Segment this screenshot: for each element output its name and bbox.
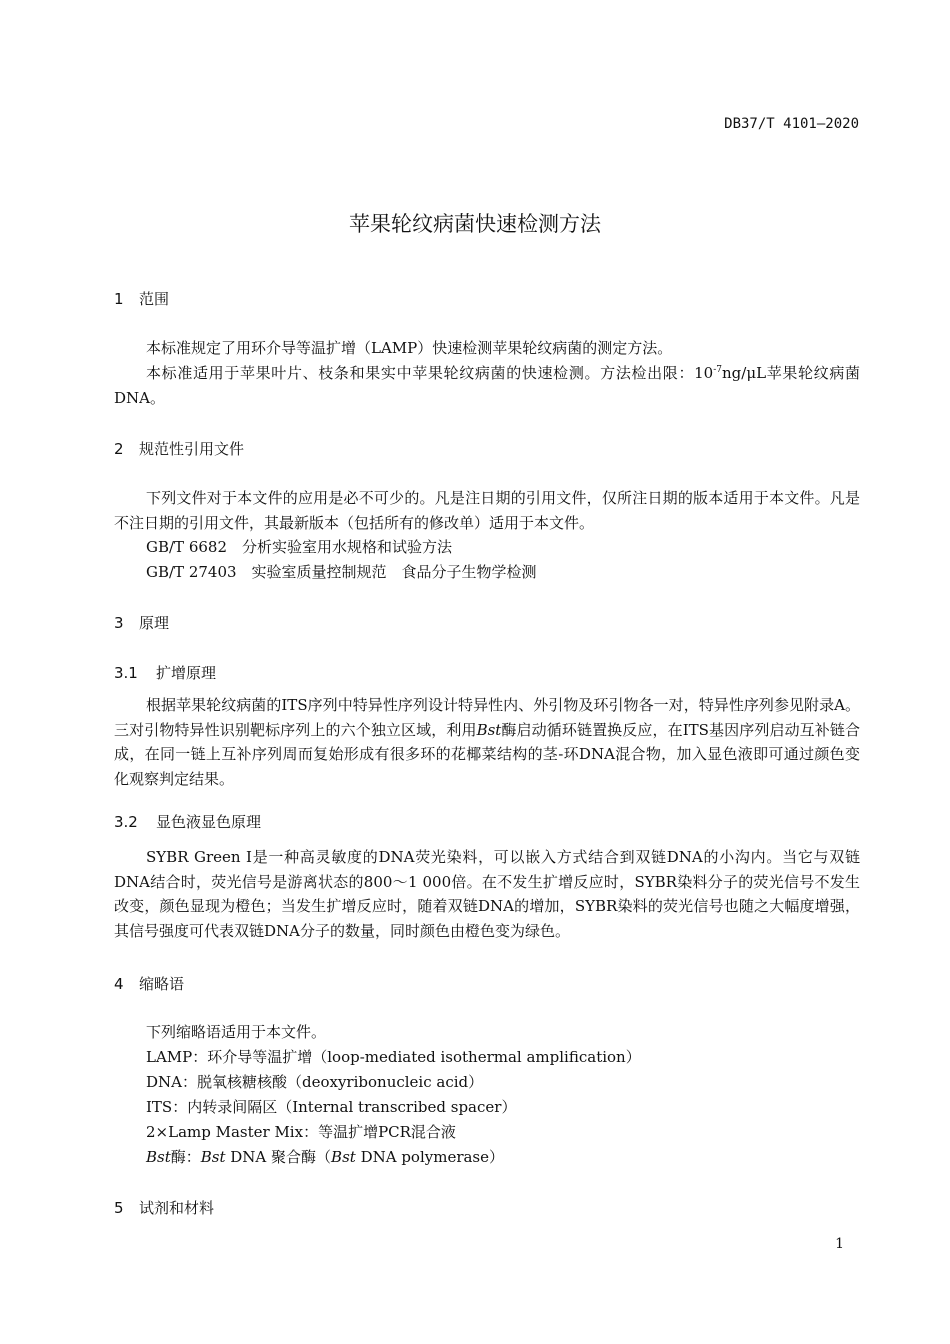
section-title: 试剂和材料: [139, 1199, 215, 1217]
standard-code: DB37/T 4101—2020: [724, 116, 859, 132]
subsection-3-2-heading: [114, 811, 261, 832]
subsection-3-1-heading: [114, 662, 216, 683]
section-title: 范围: [139, 290, 170, 308]
subsection-number: 3.1: [114, 664, 138, 682]
amplification-principle-paragraph: 根据苹果轮纹病菌的ITS序列中特异性序列设计特异性内、外引物及环引物各一对，特异性序列参见附录A。三对引物特异性识别靶标序列上的六个独立区域，利用Bst酶启动循环链置换反应，在ITS基因序列启动互补链合成，在同一链上互补序列周而复始形成有很多环的花椰菜结构的茎-环DNA混合物，加入显色液即可通过颜色变化观察判定结果。: [114, 696, 860, 788]
staining-principle-paragraph: SYBR Green I是一种高灵敏度的DNA荧光染料，可以嵌入方式结合到双链DNA的小沟内。当它与双链DNA结合时，荧光信号是游离状态的800～1 000倍。在不发生扩增反应时，SYBR染料分子的荧光信号不发生改变，颜色显现为橙色；当发生扩增反应时，随着双链DNA的增加，SYBR染料的荧光信号也随之大幅度增强，其信号强度可代表双链DNA分子的数量，同时颜色由橙色变为绿色。: [114, 848, 860, 940]
section-4-heading: [114, 973, 184, 994]
section-number: 2: [114, 440, 124, 458]
section-3-heading: [114, 612, 169, 633]
reference-item: GB/T 27403 实验室质量控制规范 食品分子生物学检测: [146, 563, 537, 581]
subsection-title: 显色液显色原理: [156, 813, 262, 831]
section-title: 原理: [139, 614, 170, 632]
section-2-heading: [114, 438, 244, 459]
section-number: 5: [114, 1199, 124, 1217]
section-number: 3: [114, 614, 124, 632]
scope-paragraph-2: 本标准适用于苹果叶片、枝条和果实中苹果轮纹病菌的快速检测。方法检出限：$10^{-7}ng/\mu L$苹果轮纹病菌DNA。: [114, 364, 861, 407]
section-title: 规范性引用文件: [139, 440, 245, 458]
section-5-heading: [114, 1197, 214, 1218]
page-number: 1: [835, 1236, 844, 1252]
subsection-title: 扩增原理: [156, 664, 217, 682]
scope-paragraph-1: 本标准规定了用环介导等温扩增（LAMP）快速检测苹果轮纹病菌的测定方法。: [146, 339, 673, 357]
section-title: 缩略语: [139, 975, 185, 993]
reference-item: GB/T 6682 分析实验室用水规格和试验方法: [146, 538, 453, 556]
abbreviation-item: Bst酶：Bst DNA 聚合酶（Bst DNA polymerase）: [146, 1148, 505, 1166]
abbreviations-intro: 下列缩略语适用于本文件。: [146, 1023, 327, 1041]
section-1-heading: [114, 288, 169, 309]
section-number: 1: [114, 290, 124, 308]
abbreviation-item: LAMP：环介导等温扩增（loop-mediated isothermal amplification）: [146, 1048, 641, 1066]
normative-references-paragraph: 下列文件对于本文件的应用是必不可少的。凡是注日期的引用文件，仅所注日期的版本适用于本文件。凡是不注日期的引用文件，其最新版本（包括所有的修改单）适用于本文件。: [114, 489, 860, 532]
abbreviation-item: 2×Lamp Master Mix：等温扩增PCR混合液: [146, 1123, 456, 1141]
subsection-number: 3.2: [114, 813, 138, 831]
document-title: 苹果轮纹病菌快速检测方法: [349, 212, 601, 236]
abbreviation-item: DNA：脱氧核糖核酸（deoxyribonucleic acid）: [146, 1073, 484, 1091]
abbreviation-item: ITS：内转录间隔区（Internal transcribed spacer）: [146, 1098, 517, 1116]
section-number: 4: [114, 975, 124, 993]
